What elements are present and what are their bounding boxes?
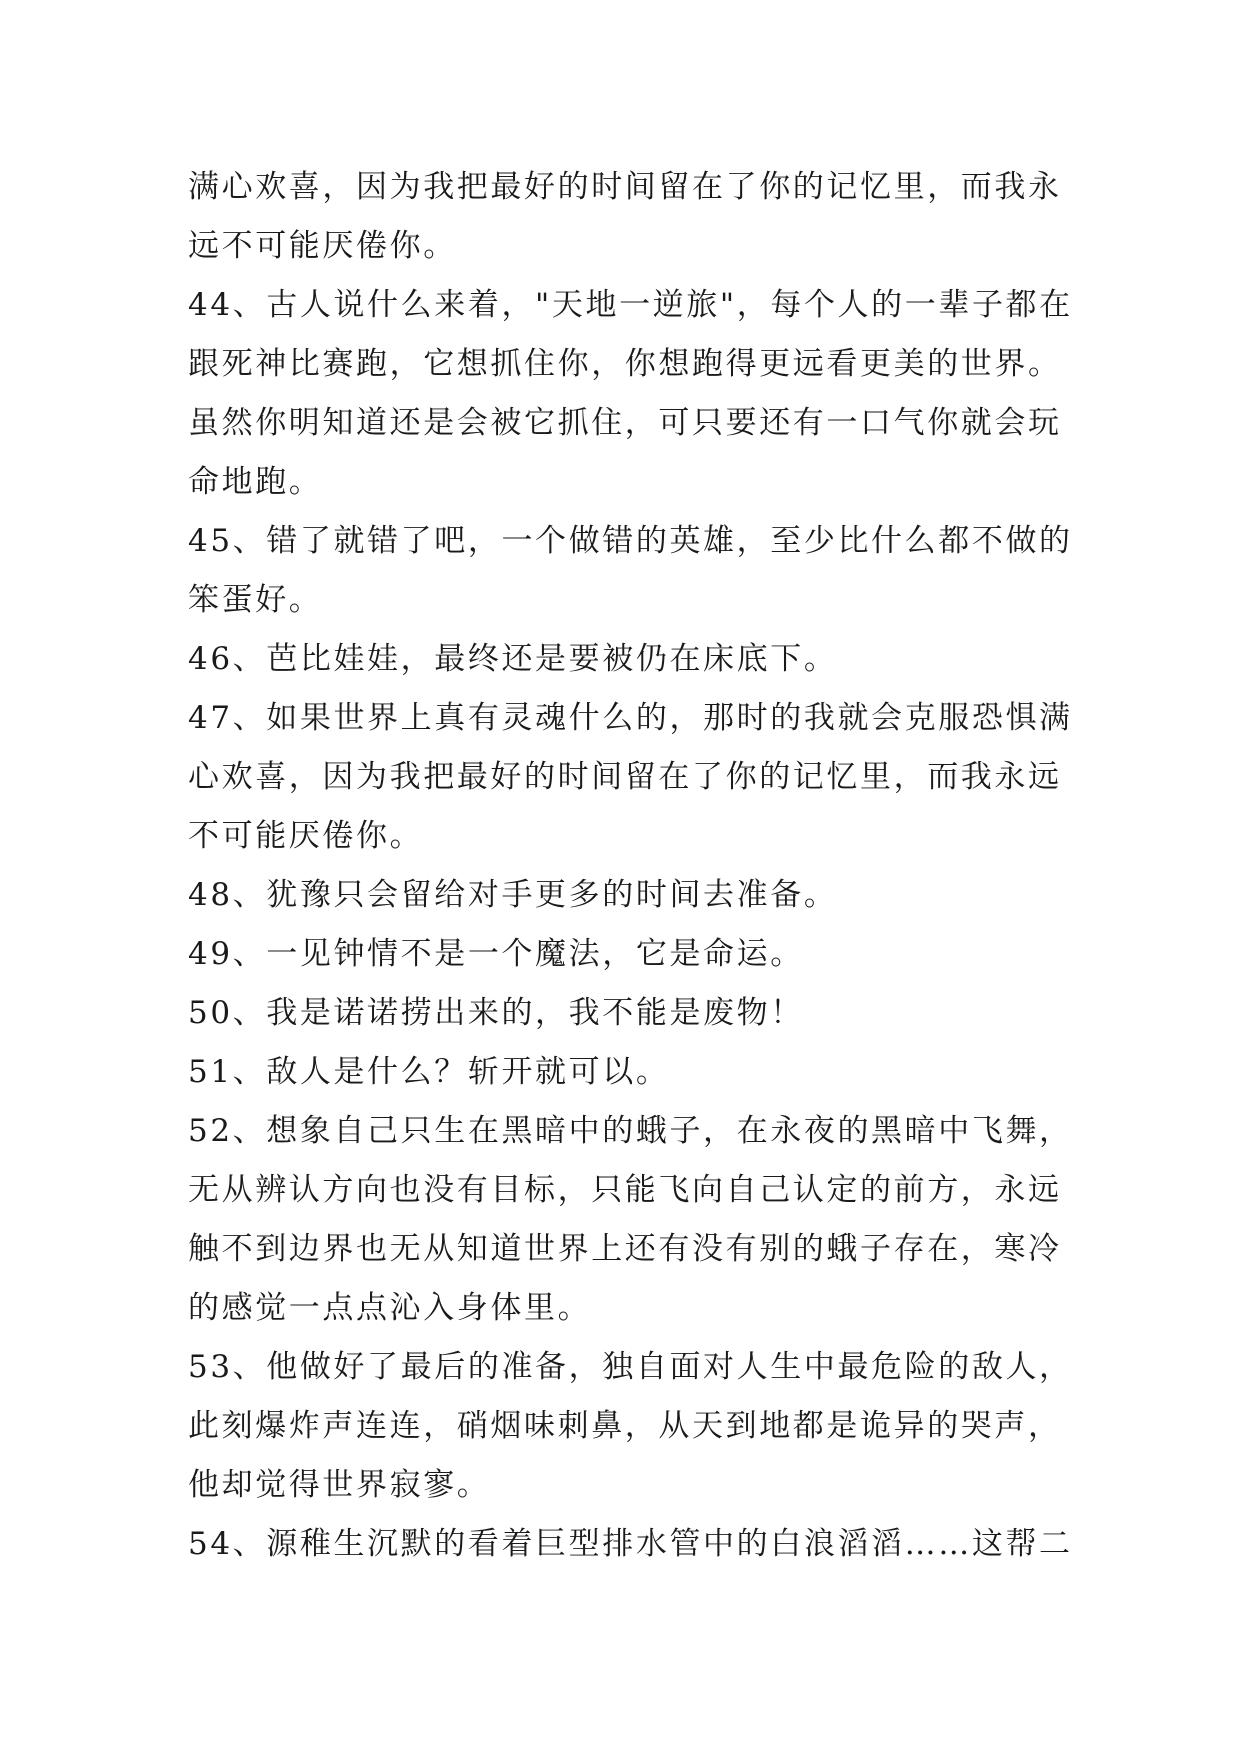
- text-line: 触不到边界也无从知道世界上还有没有别的蛾子存在，寒冷: [188, 1231, 1062, 1267]
- text-line: 虽然你明知道还是会被它抓住，可只要还有一口气你就会玩: [188, 405, 1062, 441]
- text-line: 48、犹豫只会留给对手更多的时间去准备。: [188, 877, 838, 913]
- text-line: 51、敌人是什么？斩开就可以。: [188, 1054, 670, 1090]
- text-line: 45、错了就错了吧，一个做错的英雄，至少比什么都不做的: [188, 523, 1073, 559]
- text-line: 53、他做好了最后的准备，独自面对人生中最危险的敌人，: [188, 1349, 1073, 1385]
- text-line: 47、如果世界上真有灵魂什么的，那时的我就会克服恐惧满: [188, 700, 1073, 736]
- text-line: 远不可能厌倦你。: [188, 228, 457, 264]
- text-line: 44、古人说什么来着，"天地一逆旅"，每个人的一辈子都在: [188, 287, 1073, 323]
- document-body: [188, 158, 1088, 1574]
- text-line: 的感觉一点点沁入身体里。: [188, 1290, 592, 1326]
- text-line: 笨蛋好。: [188, 582, 323, 618]
- text-line: 49、一见钟情不是一个魔法，它是命运。: [188, 936, 804, 972]
- text-line: 52、想象自己只生在黑暗中的蛾子，在永夜的黑暗中飞舞，: [188, 1113, 1073, 1149]
- text-line: 心欢喜，因为我把最好的时间留在了你的记忆里，而我永远: [188, 759, 1062, 795]
- text-line: 无从辨认方向也没有目标，只能飞向自己认定的前方，永远: [188, 1172, 1062, 1208]
- text-line: 50、我是诺诺捞出来的，我不能是废物！: [188, 995, 804, 1031]
- text-line: 跟死神比赛跑，它想抓住你，你想跑得更远看更美的世界。: [188, 346, 1062, 382]
- text-line: 他却觉得世界寂寥。: [188, 1467, 491, 1503]
- text-line: 满心欢喜，因为我把最好的时间留在了你的记忆里，而我永: [188, 169, 1062, 205]
- text-line: 54、源稚生沉默的看着巨型排水管中的白浪滔滔……这帮二: [188, 1526, 1073, 1562]
- text-line: 46、芭比娃娃，最终还是要被仍在床底下。: [188, 641, 838, 677]
- text-line: 此刻爆炸声连连，硝烟味刺鼻，从天到地都是诡异的哭声，: [188, 1408, 1062, 1444]
- text-line: 命地跑。: [188, 464, 323, 500]
- text-line: 不可能厌倦你。: [188, 818, 424, 854]
